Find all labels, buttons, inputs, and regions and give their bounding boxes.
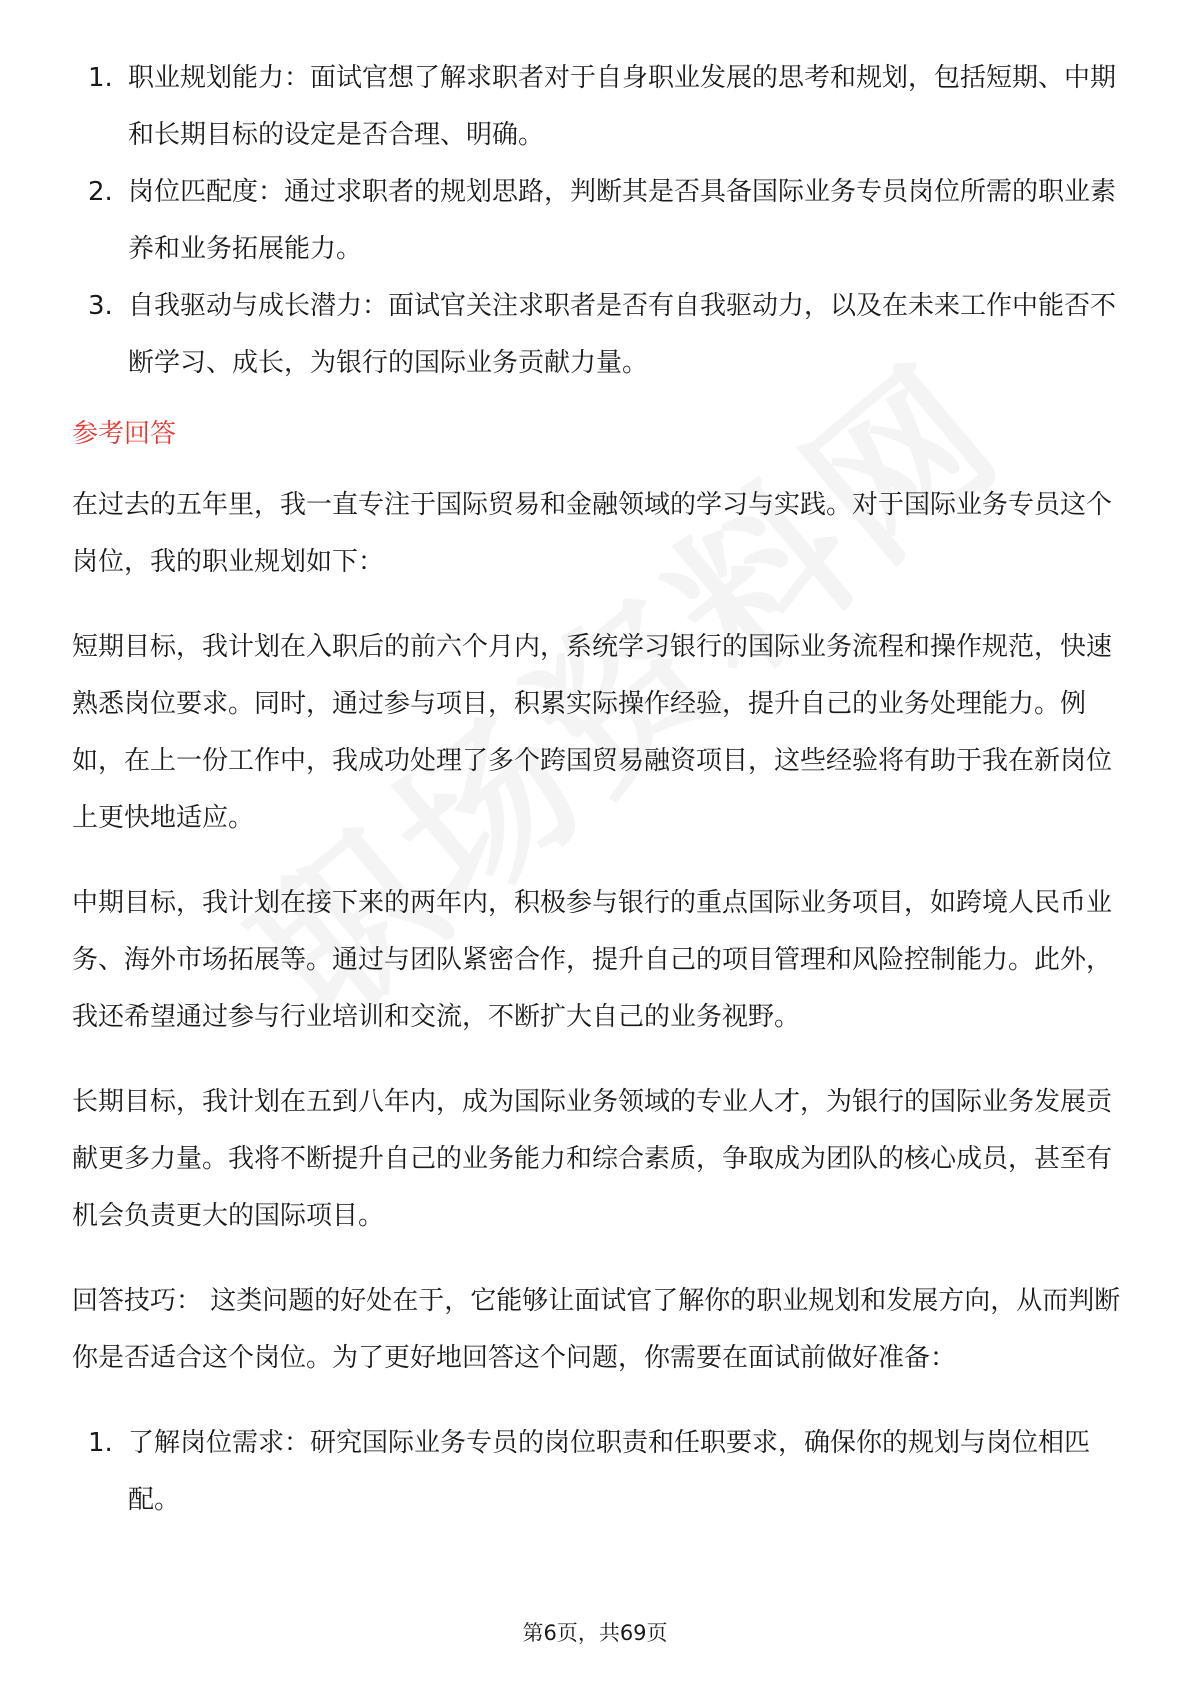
paragraph-long-term: 长期目标，我计划在五到八年内，成为国际业务领域的专业人才，为银行的国际业务发展贡献更多力量。我将不断提升自己的业务能力和综合素质，争取成为团队的核心成员，甚至有机会负责更大的国际项目。: [72, 1087, 1113, 1231]
list-item-text: 职业规划能力：面试官想了解求职者对于自身职业发展的思考和规划，包括短期、中期和长期目标的设定是否合理、明确。: [128, 63, 1117, 150]
interview-focus-list: [72, 50, 1122, 392]
list-item-number: 1.: [88, 1428, 113, 1458]
paragraph-gap: [72, 1259, 1122, 1273]
page-content: [72, 50, 1122, 1529]
list-item: [72, 164, 1122, 278]
paragraph-tips: 回答技巧： 这类问题的好处在于，它能够让面试官了解你的职业规划和发展方向，从而判断你是否适合这个岗位。为了更好地回答这个问题，你需要在面试前做好准备：: [72, 1286, 1121, 1373]
list-item: [72, 1415, 1122, 1529]
list-item-text: 了解岗位需求：研究国际业务专员的岗位职责和任职要求，确保你的规划与岗位相匹配。: [128, 1428, 1091, 1515]
paragraph-gap: [72, 605, 1122, 619]
paragraph-gap: [72, 1060, 1122, 1074]
list-item: [72, 50, 1122, 164]
paragraph-gap: [72, 1401, 1122, 1415]
paragraph-mid-term: 中期目标，我计划在接下来的两年内，积极参与银行的重点国际业务项目，如跨境人民币业务、海外市场拓展等。通过与团队紧密合作，提升自己的项目管理和风险控制能力。此外，我还希望通过参与行业培训和交流，不断扩大自己的业务视野。: [72, 888, 1113, 1032]
preparation-list: [72, 1415, 1122, 1529]
section-heading: 参考回答: [72, 419, 177, 449]
list-item-text: 岗位匹配度：通过求职者的规划思路，判断其是否具备国际业务专员岗位所需的职业素养和业务拓展能力。: [128, 177, 1117, 264]
list-item-number: 1.: [88, 63, 113, 93]
list-item-number: 3.: [88, 291, 113, 321]
paragraph-intro: 在过去的五年里，我一直专注于国际贸易和金融领域的学习与实践。对于国际业务专员这个岗位，我的职业规划如下：: [72, 490, 1113, 577]
list-item-number: 2.: [88, 177, 113, 207]
paragraph-short-term: 短期目标，我计划在入职后的前六个月内，系统学习银行的国际业务流程和操作规范，快速熟悉岗位要求。同时，通过参与项目，积累实际操作经验，提升自己的业务处理能力。例如，在上一份工作中，我成功处理了多个跨国贸易融资项目，这些经验将有助于我在新岗位上更快地适应。: [72, 632, 1113, 833]
list-item-text: 自我驱动与成长潜力：面试官关注求职者是否有自我驱动力，以及在未来工作中能否不断学习、成长，为银行的国际业务贡献力量。: [128, 291, 1117, 378]
list-item: [72, 278, 1122, 392]
paragraph-gap: [72, 861, 1122, 875]
page-number-footer: 第6页，共69页: [522, 1621, 668, 1645]
